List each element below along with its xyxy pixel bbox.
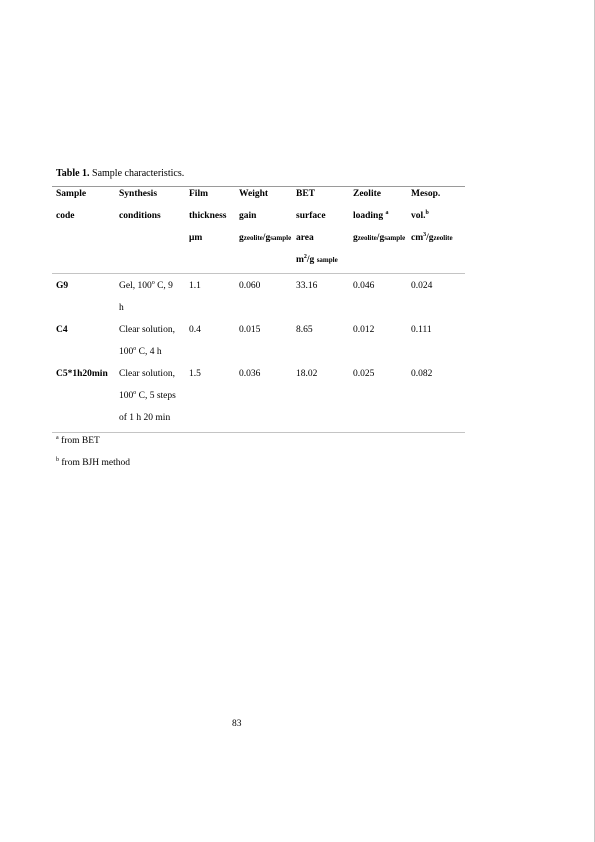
- header-zeolite: Zeolite: [353, 189, 381, 199]
- footnote-a: [56, 436, 100, 446]
- row-c4-conditions-line1: Clear solution,: [119, 325, 175, 335]
- row-g9-mesop: 0.024: [411, 281, 433, 291]
- row-c4-mesop: 0.111: [411, 325, 432, 335]
- unit-g: g: [379, 233, 385, 243]
- unit-slash: /: [262, 233, 266, 243]
- header-loading: [353, 205, 388, 227]
- unit-cm: cm: [411, 233, 424, 243]
- header-code: code: [56, 211, 75, 221]
- unit-g: g: [265, 233, 271, 243]
- row-g9-loading: 0.046: [353, 281, 375, 291]
- header-film: Film: [189, 189, 208, 199]
- row-c5-conditions-line2: [119, 385, 176, 407]
- header-sample: Sample: [56, 189, 87, 199]
- header-bet-unit: [296, 249, 338, 271]
- header-gain: gain: [239, 211, 257, 221]
- header-synthesis: Synthesis: [119, 189, 158, 199]
- row-g9-bet: 33.16: [296, 281, 318, 291]
- unit-m: m: [296, 255, 304, 265]
- row-c5-conditions-line3: of 1 h 20 min: [119, 413, 171, 423]
- row-c5-cond-b: C, 5 steps: [136, 391, 176, 401]
- footnote-b-text: from BJH method: [59, 458, 130, 468]
- row-c5-code: C5*1h20min: [56, 369, 108, 379]
- row-c4-cond-degree: o: [133, 345, 137, 352]
- header-weight-unit: [239, 227, 291, 249]
- row-c4-weight-gain: 0.015: [239, 325, 261, 335]
- row-c5-loading: 0.025: [353, 369, 375, 379]
- row-c4-cond-a: 100: [119, 347, 134, 357]
- unit-sub-sample: sample: [270, 234, 292, 242]
- row-c5-cond-degree: o: [133, 389, 137, 396]
- row-c5-mesop: 0.082: [411, 369, 433, 379]
- unit-per-g: /g: [306, 255, 317, 265]
- unit-per-g: /g: [426, 233, 434, 243]
- row-c4-loading: 0.012: [353, 325, 375, 335]
- unit-sub-zeolite: zeolite: [357, 234, 377, 242]
- row-g9-thickness: 1.1: [189, 281, 201, 291]
- header-area: area: [296, 233, 314, 243]
- row-g9-cond-a: Gel, 100: [119, 281, 152, 291]
- row-g9-code: G9: [56, 281, 69, 291]
- row-c4-cond-b: C, 4 h: [136, 347, 162, 357]
- table-header-rule: [52, 273, 465, 274]
- header-vol: [411, 205, 429, 227]
- unit-slash: /: [376, 233, 380, 243]
- header-vol-sup: b: [425, 209, 429, 216]
- table-caption-label: Table 1.: [56, 168, 90, 179]
- row-c5-cond-a: 100: [119, 391, 134, 401]
- header-bet: BET: [296, 189, 316, 199]
- row-g9-weight-gain: 0.060: [239, 281, 261, 291]
- row-c4-bet: 8.65: [296, 325, 313, 335]
- row-g9-cond-degree: o: [151, 279, 155, 286]
- unit-sub-zeolite: zeolite: [433, 234, 453, 242]
- row-c5-bet: 18.02: [296, 369, 318, 379]
- header-weight: Weight: [239, 189, 269, 199]
- header-mesop: Mesop.: [411, 189, 441, 199]
- unit-sup-2: 2: [303, 253, 307, 260]
- unit-sub-sample: sample: [316, 256, 338, 264]
- header-thickness: thickness: [189, 211, 227, 221]
- unit-sub-sample: sample: [384, 234, 406, 242]
- unit-g: g: [353, 233, 358, 243]
- table-caption-text: Sample characteristics.: [89, 168, 185, 179]
- header-mesop-unit: [411, 227, 453, 249]
- row-g9-conditions-line2: h: [119, 303, 124, 313]
- table-caption: [56, 168, 184, 179]
- header-thickness-unit: μm: [189, 233, 203, 243]
- footnote-a-text: from BET: [58, 436, 100, 446]
- row-g9-cond-b: C, 9: [154, 281, 173, 291]
- header-vol-text: vol.: [411, 211, 426, 221]
- header-loading-text: loading: [353, 211, 384, 221]
- unit-g: g: [239, 233, 244, 243]
- page-number: 83: [232, 719, 242, 729]
- footnote-a-mark: a: [56, 434, 59, 441]
- row-c5-thickness: 1.5: [189, 369, 201, 379]
- unit-sub-zeolite: zeolite: [243, 234, 263, 242]
- row-c4-code: C4: [56, 325, 68, 335]
- row-g9-conditions-line1: [119, 275, 173, 297]
- footnote-b-mark: b: [56, 456, 59, 463]
- header-conditions: conditions: [119, 211, 161, 221]
- row-c5-conditions-line1: Clear solution,: [119, 369, 175, 379]
- row-c5-weight-gain: 0.036: [239, 369, 261, 379]
- header-loading-unit: [353, 227, 405, 249]
- row-c4-thickness: 0.4: [189, 325, 201, 335]
- table-bottom-rule: [52, 432, 465, 433]
- row-c4-conditions-line2: [119, 341, 162, 363]
- header-surface: surface: [296, 211, 326, 221]
- header-loading-sup: a: [385, 209, 389, 216]
- footnote-b: [56, 458, 130, 468]
- unit-sup-3: 3: [423, 231, 427, 238]
